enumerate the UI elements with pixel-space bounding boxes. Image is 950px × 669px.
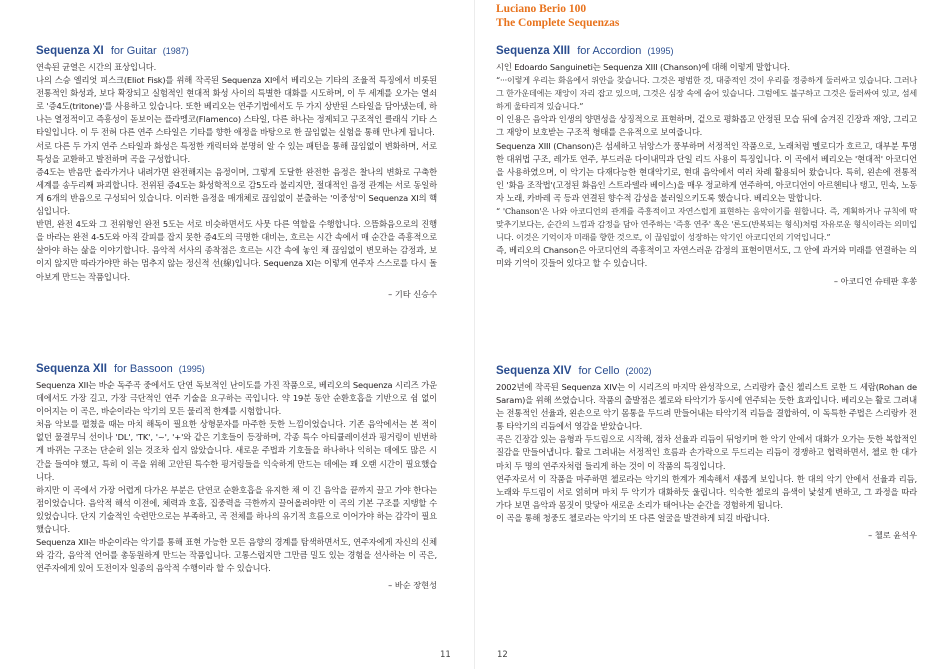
- performer-credit: – 기타 신승수: [388, 288, 437, 299]
- composition-year: (1987): [162, 46, 189, 56]
- page-number-left: 11: [440, 650, 451, 660]
- quotation-paragraph: “ 'Chanson'은 나와 아코디언의 관계를 즉흥적이고 자연스럽게 표현하는 음악이기를 원합니다. 즉, 계획하거나 규칙에 딱 맞추기보다는, 순간의 느낌과 감정을 담아 연주하는 '즉흥 연주' 혹은 '론도(반복되는 형식)처럼 자유로운 형식이라는 의미입니다. 이것은 기억이자 미래를 향한 것으로, 이 끊임없이 성장하는 악기인 아코디언의 기억입니다.”: [496, 206, 917, 243]
- paragraph: 연속된 균열은 시간의 표상입니다.: [36, 62, 157, 72]
- header-line-2: The Complete Sequenzas: [496, 17, 620, 29]
- paragraph: 하지만 이 곡에서 가장 어렵게 다가온 부분은 단연코 순환호흡을 유지한 채 이 긴 음악을 끝까지 끌고 가야 한다는 점이었습니다. 음악적 해석 이전에, 체력과 호흡, 집중력을 극한까지 끌어올려야만 이 곡의 기본 구조를 지탱할 수 있었습니다. 단지 기술적인 숙련만으로는 부족하고, 곡 전체를 하나의 유기적 흐름으로 이어가야 하는 감각이 필요했습니다.: [36, 484, 437, 535]
- paragraph: 이 인용은 음악과 인생의 양면성을 상징적으로 표현하며, 겉으로 평화롭고 안정된 모습 뒤에 숨겨진 긴장과 재앙, 그리고 그 재앙이 보호받는 구조적 형태를 은유적으로 보여줍니다.: [496, 114, 917, 138]
- paragraph: 곡은 긴장감 있는 음형과 두드림으로 시작해, 점차 선율과 리듬이 뒤엉키며 한 악기 안에서 대화가 오가는 듯한 복합적인 질감을 만들어냅니다. 활로 그려내는 서정적인 흐름과 손가락으로 두드리는 리듬이 경쟁하고 협력하면서, 첼로 한 대가 마치 두 명의 연주자처럼 들리게 하는 것이 이 작품의 특징입니다.: [496, 434, 917, 471]
- paragraph: 연주자로서 이 작품을 마주하면 첼로라는 악기의 한계가 계속해서 새롭게 보입니다. 한 대의 악기 안에서 선율과 리듬, 노래와 두드림이 서로 얽히며 마치 두 악기가 대화하듯 울립니다. 익숙한 첼로의 음색이 낯설게 변하고, 그 과정을 따라가다 보면 음악과 몸짓이 맞닿아 새로운 소리가 태어나는 순간을 경험하게 됩니다.: [496, 473, 917, 510]
- section-title: [496, 44, 917, 58]
- section-title: [36, 44, 437, 58]
- composition-year: (2002): [625, 366, 652, 376]
- instrument-label: for Cello: [578, 365, 620, 377]
- paragraph: Sequenza XII는 바순 독주곡 중에서도 단연 독보적인 난이도를 가진 작품으로, 베리오의 Sequenza 시리즈 가운데에서도 가장 길고, 가장 극단적인 연주 기술을 요구하는 곡입니다. 약 19분 동안 순환호흡을 기반으로 쉼 없이 이어지는 이 곡은, 바순이라는 악기의 모든 물리적 한계를 시험합니다.: [36, 380, 437, 417]
- paragraph: 처음 악보를 펼쳤을 때는 마치 해독이 필요한 상형문자를 마주한 듯한 느낌이었습니다. 기존 음악에서는 본 적이 없던 물결무늬 선이나 'DL', 'TK', '~', '+'와 같은 기호들이 등장하며, 각종 특수 아티큘레이션과 핑거링이 빈번하게 바뀌는 구조는 단순히 읽는 것조차 쉽지 않았습니다. 새로운 주법과 기호들을 하나하나 익히는 데에도 많은 시간을 들여야 했고, 특히 이 곡을 위해 고안된 특수한 핑거링들을 익숙하게 만드는 데에는 꽤 오랜 시간이 필요했습니다.: [36, 419, 437, 482]
- paragraph: 나의 스승 엘리엇 피스크(Eliot Fisk)를 위해 작곡된 Sequenza XI에서 베리오는 기타의 조율적 특징에서 비롯된 전통적인 화성과, 보다 확장되고 실험적인 현대적 화성 사이의 특별한 대화를 시도하며, 이 두 세계를 오가는 열쇠로 '증4도(tritone)'를 사용하고 있습니다. 또한 베리오는 연주기법에서도 두 가지 상반된 스타일을 담아냈는데, 하나는 열정적이고 즉흥성이 돋보이는 플라멩코(Flamenco) 스타일, 다른 하나는 정제되고 구조적인 클래식 기타 스타일입니다. 이 두 전혀 다른 연주 스타일은 기타를 향한 애정을 바탕으로 한 끊임없는 실험을 통해 만나게 됩니다.: [36, 75, 437, 138]
- section-sequenza-xiii: [496, 44, 917, 287]
- page-number-right: 12: [497, 650, 508, 660]
- paragraph: 즉, 베리오의 Chanson은 아코디언의 즉흥적이고 자연스러운 감정의 표현이면서도, 그 안에 과거와 미래를 연결하는 의미와 기억이 깃들어 있다고 할 수 있습니다.: [496, 245, 917, 269]
- section-sequenza-xi: [36, 44, 437, 300]
- page-spine: [474, 0, 475, 669]
- paragraph: 이 곡을 통해 청중도 첼로라는 악기의 또 다른 얼굴을 발견하게 되길 바랍니다.: [496, 512, 770, 523]
- paragraph: 반면, 완전 4도와 그 전위형인 완전 5도는 서로 비슷하면서도 사뭇 다른 역할을 수행합니다. 으뜸화음으로의 진행을 바라는 완전 4-5도와 아직 갈피를 잡지 못한 증4도의 극명한 대비는, 흐르는 시간 속에서 매 순간을 즉흥적으로 살아야 하는 삶을 이야기합니다. 음악적 서사의 종착점은 흐르는 시간 속에 놓인 채 끊임없이 변모하는 감정과, 보이지 않지만 따라가야만 하는 멈추지 않는 정신적 선(線)입니다. Sequenza XI는 이렇게 연주자 스스로를 다시 돌아보게 만드는 작품입니다.: [36, 219, 437, 282]
- book-header: [496, 2, 619, 30]
- work-name: Sequenza XIII: [496, 45, 571, 57]
- instrument-label: for Guitar: [110, 45, 157, 57]
- work-name: Sequenza XII: [36, 363, 107, 375]
- performer-credit: – 바순 장현성: [388, 580, 437, 591]
- instrument-label: for Bassoon: [114, 363, 173, 375]
- paragraph: 2002년에 작곡된 Sequenza XIV는 이 시리즈의 마지막 완성작으로, 스리랑카 출신 첼리스트 로한 드 세람(Rohan de Saram)을 위해 쓰였습니다. 작품의 출발점은 첼로와 타악기가 동시에 연주되는 듯한 효과입니다. 베리오는 활로 그려내는 전통적인 선율과, 왼손으로 악기 몸통을 두드려 만들어내는 타악기적 리듬을 결합하여, 이 독특한 주법은 스리랑카 전통 타악기의 리듬에서 영감을 받았습니다.: [496, 382, 917, 432]
- performer-credit: – 첼로 윤석우: [868, 530, 917, 541]
- performer-credit: – 아코디언 슈테판 후쏭: [833, 275, 917, 286]
- section-sequenza-xii: [36, 362, 437, 591]
- quotation-paragraph: “···이렇게 우리는 화음에서 위안을 찾습니다. 그것은 평범한 것, 대중적인 것이 우리를 정중하게 둘러싸고 있습니다. 그러나 그 한가운데에는 재앙이 자리 잡고 있으며, 그것은 심장 속에 숨어 있습니다. 그럼에도 불구하고 그것은 둘러싸여 있고, 섬세하게 울타리져 있습니다.”: [496, 75, 917, 112]
- composition-year: (1995): [647, 46, 674, 56]
- work-name: Sequenza XIV: [496, 365, 572, 377]
- section-sequenza-xiv: [496, 364, 917, 541]
- composition-year: (1995): [178, 364, 205, 374]
- paragraph: 서로 다른 두 가지 연주 스타일과 화성은 특정한 캐릭터와 분명히 알 수 있는 패턴을 통해 끊임없이 변화하며, 서로 특성을 교환하고 발전하며 곡을 구성합니다.: [36, 140, 437, 164]
- instrument-label: for Accordion: [577, 45, 642, 57]
- paragraph: 증4도는 반음만 올라가거나 내려가면 완전해지는 음정이며, 그렇게 도달한 완전한 음정은 찰나의 변화로 구축한 세계를 송두리째 파괴합니다. 전위된 증4도는 화성학적으로 감5도라 불리지만, 절대적인 음정 관계는 서로 동일하게 6개의 반음으로 구성되어 있습니다. 이러한 음정을 매개체로 끊임없이 분출하는 '이중성'이 Sequenza XI의 핵심입니다.: [36, 166, 437, 217]
- paragraph: Sequenza XIII (Chanson)은 섬세하고 뉘앙스가 풍부하며 서정적인 작품으로, 노래처럼 멜로디가 흐르고, 대부분 투명한 대위법 구조, 레가토 연주, 부드러운 다이내믹과 단일 리드 사용이 특징입니다. 이 곡에서 베리오는 '현대적' 아코디언을 사용하였으며, 이 악기는 다재다능한 현대악기로, 현대 음악에서 여러 차례 활용되어 왔습니다. 특히, 왼손에 전통적인 '화음 조작법'(고정된 화음인 스트라델라 베이스)을 매우 정교하게 연주하여, 아코디언이 아르헨티나 탱고, 민속, 노동자 노래, 카바레 곡 등과 연결된 향수적 감성을 불러일으키도록 했습니다. 베리오는 말합니다.: [496, 140, 917, 203]
- header-line-1: Luciano Berio 100: [496, 3, 587, 15]
- paragraph: 시인 Edoardo Sanguineti는 Sequenza XIII (Chanson)에 대해 이렇게 말합니다.: [496, 62, 790, 72]
- section-title: [36, 362, 437, 376]
- section-title: [496, 364, 917, 378]
- paragraph: Sequenza XII는 바순이라는 악기를 통해 표현 가능한 모든 음향의 경계를 탐색하면서도, 연주자에게 자신의 신체와 감각, 음악적 언어를 총동원하게 만드는 작품입니다. 고통스럽지만 그만큼 밀도 있는 경험을 선사하는 이 곡은, 연주자에게 있어 도전이자 일종의 음악적 수행이라 할 수 있습니다.: [36, 537, 437, 574]
- work-name: Sequenza XI: [36, 45, 104, 57]
